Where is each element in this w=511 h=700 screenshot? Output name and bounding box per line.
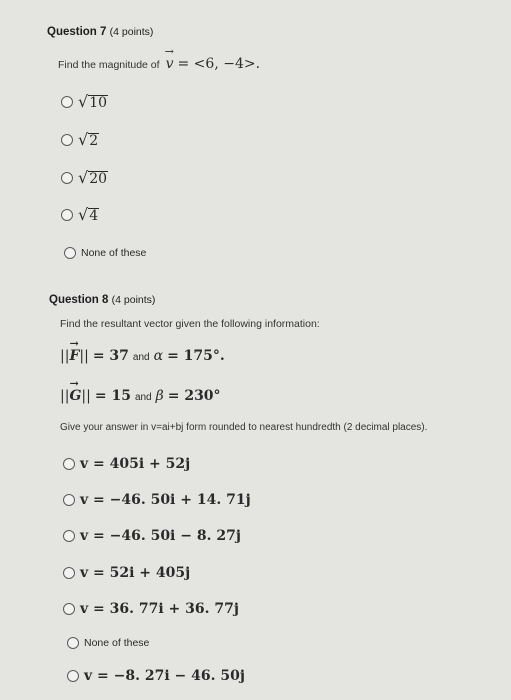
- question-8-points: (4 points): [111, 294, 156, 306]
- q8-option-3[interactable]: v = −46. 50i − 8. 27j: [63, 528, 241, 544]
- question-7-title: [47, 26, 153, 38]
- vector-v: → v: [164, 45, 174, 72]
- question-7-points: (4 points): [109, 26, 154, 38]
- q8-option-2[interactable]: v = −46. 50i + 14. 71j: [63, 492, 251, 508]
- q8-option-4[interactable]: v = 52i + 405j: [63, 565, 190, 581]
- q7-option-sqrt4[interactable]: √ 4: [61, 205, 99, 224]
- q8-option-7[interactable]: v = −8. 27i − 46. 50j: [67, 668, 245, 684]
- radio-button[interactable]: [63, 494, 75, 506]
- radio-button[interactable]: [61, 134, 73, 146]
- given-G: || → G || = 15 and β = 230°: [60, 388, 221, 404]
- question-8-label: Question 8: [49, 294, 109, 306]
- radio-button[interactable]: [67, 670, 79, 682]
- question-7-prompt: Find the magnitude of → v = <6, −4>.: [58, 45, 261, 72]
- radio-button[interactable]: [67, 637, 79, 649]
- q7-option-sqrt2[interactable]: √ 2: [61, 130, 99, 149]
- vector-v-value: = <6, −4>.: [177, 56, 261, 72]
- radio-button[interactable]: [63, 603, 75, 615]
- radio-button[interactable]: [61, 172, 73, 184]
- q8-option-5[interactable]: v = 36. 77i + 36. 77j: [63, 601, 239, 617]
- q7-option-sqrt10[interactable]: √ 10: [61, 92, 108, 111]
- radio-button[interactable]: [63, 530, 75, 542]
- radio-button[interactable]: [63, 458, 75, 470]
- q7-option-sqrt20[interactable]: √ 20: [61, 168, 108, 187]
- q8-option-none[interactable]: None of these: [67, 637, 149, 649]
- q7-option-none[interactable]: None of these: [64, 247, 146, 259]
- question-8-title: [49, 294, 155, 306]
- given-F: || → F || = 37 and α = 175°.: [60, 348, 225, 364]
- question-8-prompt: Find the resultant vector given the following information:: [60, 318, 320, 330]
- q8-option-1[interactable]: v = 405i + 52j: [63, 456, 190, 472]
- question-7-label: Question 7: [47, 26, 107, 38]
- radio-button[interactable]: [63, 567, 75, 579]
- radio-button[interactable]: [61, 96, 73, 108]
- radio-button[interactable]: [61, 209, 73, 221]
- radio-button[interactable]: [64, 247, 76, 259]
- question-8-instruction: Give your answer in v=ai+bj form rounded to nearest hundredth (2 decimal places).: [60, 422, 428, 433]
